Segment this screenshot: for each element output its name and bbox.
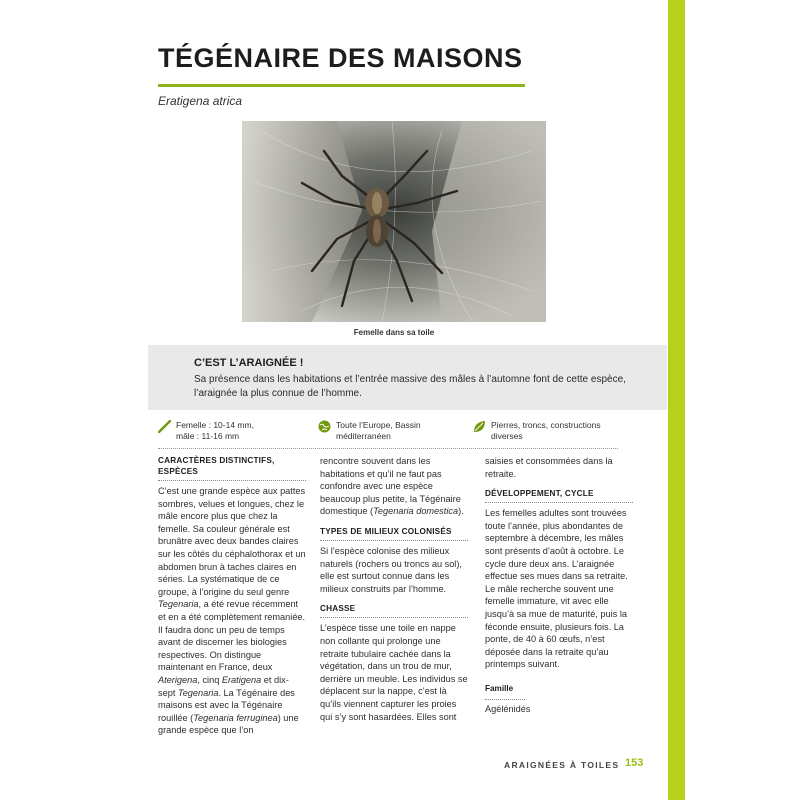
meta-habitat-line2: diverses (491, 431, 523, 441)
family-value: Agélénidés (485, 703, 531, 714)
spider-photo (242, 121, 546, 322)
meta-habitat-line1: Pierres, troncs, constructions (491, 420, 601, 430)
column-2 (320, 455, 468, 723)
heading-distinctive-traits-line1: CARACTÈRES DISTINCTIFS, (158, 456, 275, 465)
meta-size-line1: Femelle : 10-14 mm, (176, 420, 254, 430)
heading-distinctive-traits-line2: ESPÈCES (158, 467, 199, 476)
meta-separator (158, 448, 618, 449)
page-edge-accent-bar (668, 0, 685, 800)
callout-title: C’EST L’ARAIGNÉE ! (194, 357, 304, 369)
spider-illustration (242, 121, 546, 322)
distinctive-traits-text: C’est une grande espèce aux pattes sombres, velues et longues, chez le mâle encore plus que chez la femelle. Sa couleur générale est brunâtre avec deux bandes claires sur les côtés du céphalothorax et un abdomen brun à taches claires en séries. La systématique de ce groupe, à l’origine du seul genre Tegenaria, a été revue récemment et en a été complètement remaniée. Il faudra donc un peu de temps avant de discerner les biologies respectives. On distingue maintenant en France, deux Aterigena, cinq Eratigena et dix-sept Tegenaria. La Tégénaire des maisons est avec la Tégénaire rouillée (Tegenaria ferruginea) une grande espèce que l’on (158, 486, 306, 736)
habitat-types-text: Si l’espèce colonise des milieux naturels (rochers ou troncs au sol), elle est surtout connue dans les milieux construits par l’homme. (320, 545, 462, 594)
title-underline (158, 84, 525, 87)
column-1 (158, 455, 306, 737)
page-number: 153 (625, 757, 644, 769)
heading-distinctive-traits (158, 455, 306, 481)
ruler-icon (158, 420, 171, 433)
meta-habitat (473, 420, 633, 446)
heading-development-cycle: DÉVELOPPEMENT, CYCLE (485, 488, 633, 503)
leaf-icon (473, 420, 486, 433)
distinctive-traits-continued: rencontre souvent dans les habitations et qu’il ne faut pas confondre avec une espèce beaucoup plus petite, la Tégénaire domestique (Tegenaria domestica). (320, 456, 464, 517)
meta-range (318, 420, 468, 446)
globe-icon (318, 420, 331, 433)
page-title: TÉGÉNAIRE DES MAISONS (158, 43, 523, 73)
meta-range-line2: méditerranéen (336, 431, 391, 441)
hunting-continued: saisies et consommées dans la retraite. (485, 456, 613, 479)
family-label: Famille (485, 683, 525, 700)
hunting-text: L’espèce tisse une toile en nappe non collante qui prolonge une retraite tubulaire cachée dans la végétation, dans un trou de mur, derrière un meuble. Les individus se déplacent sur la nappe, c’est là qu’ils viennent capturer les proies qui s’y sont hasardées. Elles sont (320, 623, 468, 722)
heading-hunting: CHASSE (320, 603, 468, 618)
callout-box (148, 345, 667, 410)
meta-size-line2: mâle : 11-16 mm (176, 431, 240, 441)
column-3 (485, 455, 633, 715)
latin-name: Eratigena atrica (158, 94, 243, 108)
photo-caption: Femelle dans sa toile (353, 328, 435, 337)
meta-size (158, 420, 308, 446)
development-cycle-text: Les femelles adultes sont trouvées toute l’année, plus abondantes de septembre à décembre, les mâles sont présents d’août à octobre. Le cycle dure deux ans. L’araignée effectue ses mues dans sa retraite. Le mâle recherche souvent une femelle immature, vit avec elle jusqu’à sa mue de maturité, puis la féconde ensuite, plusieurs fois. La ponte, de 40 à 60 œufs, n’est déposée dans la retraite qu’au printemps suivant. (485, 508, 628, 670)
callout-text: Sa présence dans les habitations et l’entrée massive des mâles à l’automne font de cette espèce, l’araignée la plus connue de l’homme. (194, 374, 626, 399)
heading-habitat-types: TYPES DE MILIEUX COLONISÉS (320, 526, 468, 541)
footer-section-label: ARAIGNÉES À TOILES (504, 760, 620, 770)
meta-range-line1: Toute l’Europe, Bassin (336, 420, 421, 430)
